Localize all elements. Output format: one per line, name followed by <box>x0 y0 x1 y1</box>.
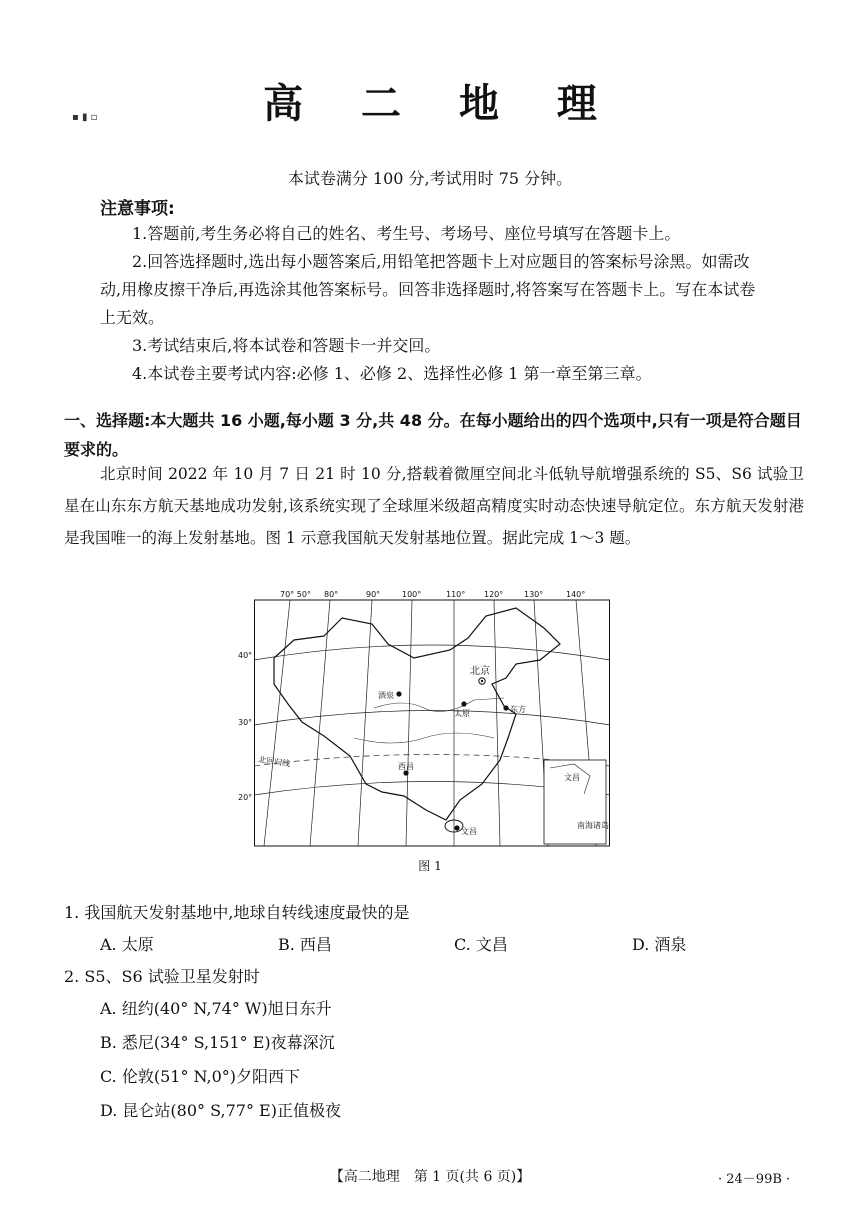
taiyuan-label: 太原 <box>454 709 470 718</box>
question-2-option-a: A. 纽约(40° N,74° W)旭日东升 <box>100 999 332 1018</box>
question-1-stem: 1. 我国航天发射基地中,地球自转线速度最快的是 <box>64 903 410 922</box>
longitude-label: 90° <box>366 590 381 599</box>
question-2-option-b: B. 悉尼(34° S,151° E)夜幕深沉 <box>100 1033 335 1052</box>
beijing-marker-dot <box>481 680 483 682</box>
inset-label: 南海诸岛 <box>577 821 609 830</box>
question-1-option-c: C. 文昌 <box>454 935 508 954</box>
longitude-label: 80° <box>324 590 339 599</box>
xichang-marker <box>403 770 408 775</box>
passage-text: 北京时间 2022 年 10 月 7 日 21 时 10 分,搭载着微厘空间北斗低轨导航增强系统的 S5、S6 试验卫星在山东东方航天基地成功发射,该系统实现了全球厘米级超高精度实时动态快速导航定位。东方航天发射港是我国唯一的海上发射基地。图 1 示意我国航天发射基地位置。据此完成 1～3 题。 <box>64 465 804 547</box>
jiuquan-marker <box>396 691 401 696</box>
longitude-label: 140° <box>566 590 586 599</box>
longitude-label: 100° <box>402 590 422 599</box>
page-footer: 【高二地理 第 1 页(共 6 页)】 <box>329 1169 531 1185</box>
wenchang-marker <box>454 825 459 830</box>
section-heading: 一、选择题:本大题共 16 小题,每小题 3 分,共 48 分。在每小题给出的四个选项中,只有一项是符合题目要求的。 <box>64 411 802 459</box>
dongfang-label: 东方 <box>510 705 526 714</box>
page-title: 高 二 地 理 <box>263 81 619 127</box>
launch-sites-map <box>238 588 610 848</box>
taiyuan-marker <box>461 701 466 706</box>
question-2-option-d: D. 昆仑站(80° S,77° E)正值极夜 <box>100 1101 341 1120</box>
scan-speck: ▪ ▮ ▫ <box>72 112 98 123</box>
question-1-option-b: B. 西昌 <box>278 935 332 954</box>
inset-city-label: 文昌 <box>564 773 580 782</box>
note-item: 4.本试卷主要考试内容:必修 1、必修 2、选择性必修 1 第一章至第三章。 <box>132 364 652 383</box>
notes-list <box>100 220 760 388</box>
reading-passage <box>64 458 804 554</box>
note-item: 2.回答选择题时,选出每小题答案后,用铅笔把答题卡上对应题目的答案标号涂黑。如需改动,用橡皮擦干净后,再选涂其他答案标号。回答非选择题时,将答案写在答题卡上。写在本试卷上无效。 <box>100 252 756 327</box>
latitude-label: 30° <box>238 718 253 727</box>
exam-code: · 24－99B · <box>718 1172 791 1187</box>
longitude-label: 110° <box>446 590 466 599</box>
longitude-label: 130° <box>524 590 544 599</box>
exam-intro: 本试卷满分 100 分,考试用时 75 分钟。 <box>287 169 573 188</box>
question-2-option-c: C. 伦敦(51° N,0°)夕阳西下 <box>100 1067 301 1086</box>
map-caption: 图 1 <box>418 859 442 873</box>
note-item: 3.考试结束后,将本试卷和答题卡一并交回。 <box>132 336 441 355</box>
wenchang-label: 文昌 <box>461 827 477 836</box>
latitude-label: 40° <box>238 651 253 660</box>
note-item: 1.答题前,考生务必将自己的姓名、考生号、考场号、座位号填写在答题卡上。 <box>132 224 681 243</box>
question-1-option-a: A. 太原 <box>100 935 154 954</box>
question-1-option-d: D. 酒泉 <box>632 935 687 954</box>
latitude-label: 20° <box>238 793 253 802</box>
notes-heading: 注意事项: <box>100 199 175 219</box>
xichang-label: 西昌 <box>398 762 414 771</box>
tropic-label: 北回归线 <box>257 755 291 769</box>
longitude-label: 120° <box>484 590 504 599</box>
dongfang-marker <box>503 705 508 710</box>
beijing-label: 北京 <box>470 666 490 677</box>
longitude-label: 70° 50° <box>280 590 311 599</box>
jiuquan-label: 酒泉 <box>378 691 394 700</box>
question-2-stem: 2. S5、S6 试验卫星发射时 <box>64 967 260 986</box>
